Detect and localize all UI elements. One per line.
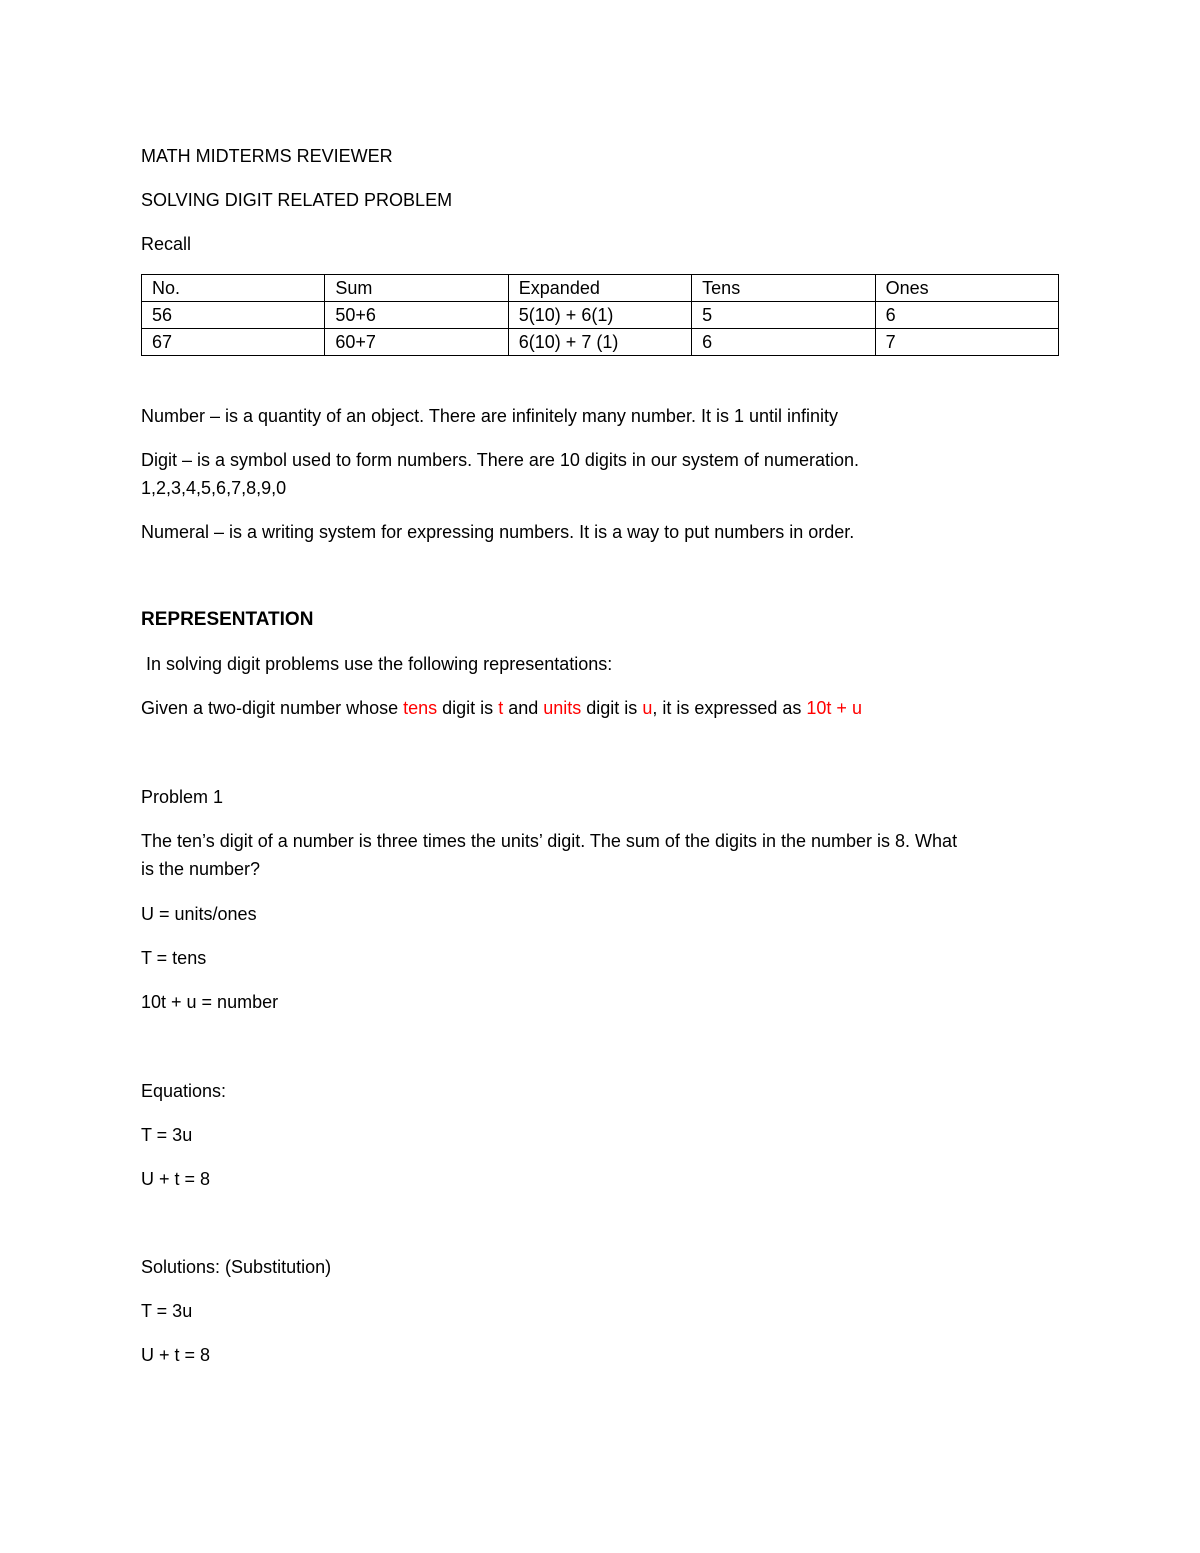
given-text: , it is expressed as <box>652 698 807 718</box>
definition-digit: Digit – is a symbol used to form numbers. There are 10 digits in our system of numeration. <box>141 450 859 470</box>
given-text: digit is <box>581 698 643 718</box>
equations-label: Equations: <box>141 1081 227 1101</box>
table-cell: 6 <box>875 302 1058 329</box>
table-cell: 7 <box>875 329 1058 356</box>
variable-u: U = units/ones <box>141 904 257 924</box>
table-header-cell: Ones <box>875 275 1058 302</box>
representation-heading: REPRESENTATION <box>141 609 314 630</box>
solution-1: T = 3u <box>141 1301 193 1321</box>
tens-highlight: tens <box>403 698 438 718</box>
solution-2: U + t = 8 <box>141 1345 211 1365</box>
digit-list: 1,2,3,4,5,6,7,8,9,0 <box>141 478 287 498</box>
table-row <box>142 329 1059 356</box>
problem-label: Problem 1 <box>141 787 224 807</box>
table-header-cell: Expanded <box>508 275 691 302</box>
solutions-label: Solutions: (Substitution) <box>141 1257 332 1277</box>
definition-numeral: Numeral – is a writing system for expressing numbers. It is a way to put numbers in order. <box>141 522 855 542</box>
document-title: MATH MIDTERMS REVIEWER <box>141 146 393 166</box>
problem-statement: The ten’s digit of a number is three times the units’ digit. The sum of the digits in the number is 8. What <box>141 831 958 851</box>
units-highlight: units <box>543 698 582 718</box>
table-header-row <box>142 275 1059 302</box>
equation-2: U + t = 8 <box>141 1169 211 1189</box>
table-cell: 6 <box>692 329 875 356</box>
recall-table <box>141 274 1059 356</box>
equation-1: T = 3u <box>141 1125 193 1145</box>
t-variable-highlight: t <box>498 698 504 718</box>
document-subtitle: SOLVING DIGIT RELATED PROBLEM <box>141 190 453 210</box>
given-text: and <box>503 698 544 718</box>
given-text: digit is <box>437 698 499 718</box>
table-cell: 6(10) + 7 (1) <box>508 329 691 356</box>
table-row <box>142 302 1059 329</box>
table-cell: 5(10) + 6(1) <box>508 302 691 329</box>
u-variable-highlight: u <box>642 698 653 718</box>
variable-t: T = tens <box>141 948 207 968</box>
table-cell: 60+7 <box>325 329 508 356</box>
table-cell: 50+6 <box>325 302 508 329</box>
variable-number: 10t + u = number <box>141 992 279 1012</box>
representation-given <box>141 697 862 719</box>
problem-statement-continued: is the number? <box>141 859 261 879</box>
given-text: Given a two-digit number whose <box>141 698 404 718</box>
table-header-cell: No. <box>142 275 325 302</box>
table-header-cell: Sum <box>325 275 508 302</box>
representation-intro: In solving digit problems use the following representations: <box>141 654 613 674</box>
definition-number: Number – is a quantity of an object. There are infinitely many number. It is 1 until infinity <box>141 406 839 426</box>
table-cell: 67 <box>142 329 325 356</box>
table-cell: 56 <box>142 302 325 329</box>
table-cell: 5 <box>692 302 875 329</box>
table-header-cell: Tens <box>692 275 875 302</box>
expression-highlight: 10t + u <box>806 698 862 718</box>
recall-label: Recall <box>141 234 192 254</box>
